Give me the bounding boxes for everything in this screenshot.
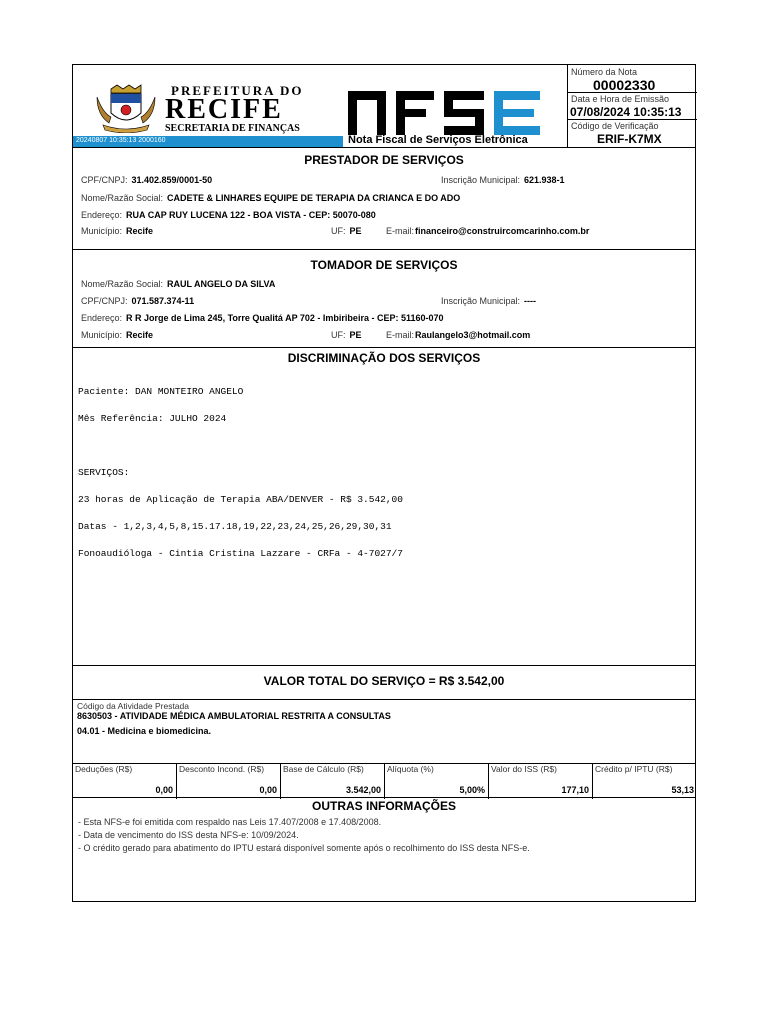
prestador-title: PRESTADOR DE SERVIÇOS [304, 153, 464, 167]
tomador-uf: UF: PE [331, 330, 362, 340]
prestador-inscricao: Inscrição Municipal: 621.938-1 [441, 175, 565, 185]
tomador-inscricao: Inscrição Municipal: ---- [441, 296, 537, 306]
discriminacao-line: SERVIÇOS: [78, 467, 130, 478]
discriminacao-line: Fonoaudióloga - Cintia Cristina Lazzare - CRFa - 4-7027/7 [78, 548, 403, 559]
tomador-endereco: Endereço: R R Jorge de Lima 245, Torre Qualitá AP 702 - Imbiribeira - CEP: 51160-070 [81, 313, 444, 323]
nota-title: Nota Fiscal de Serviços Eletrônica [348, 134, 528, 146]
secretaria-label: SECRETARIA DE FINANÇAS [165, 123, 300, 134]
tributo-deducoes: Deduções (R$) 0,00 [73, 763, 177, 799]
discriminacao-text [78, 369, 403, 576]
prestador-cnpj: CPF/CNPJ: 31.402.859/0001-50 [81, 175, 213, 185]
numero-value: 00002330 [593, 77, 656, 93]
codigo-verificacao-label: Código de Verificação [571, 121, 659, 131]
data-emissao-label: Data e Hora de Emissão [571, 94, 670, 104]
tomador-cpf: CPF/CNPJ: 071.587.374-11 [81, 296, 195, 306]
discriminacao-line [78, 441, 403, 450]
coat-of-arms-icon [93, 83, 159, 133]
numero-label: Número da Nota [571, 67, 638, 77]
city-label: RECIFE [165, 94, 283, 125]
atividade-label: Código da Atividade Prestada [77, 701, 189, 711]
data-emissao-value: 07/08/2024 10:35:13 [570, 105, 682, 119]
tomador-municipio: Município: Recife [81, 330, 154, 340]
discriminacao-title: DISCRIMINAÇÃO DOS SERVIÇOS [287, 351, 481, 365]
valor-total: VALOR TOTAL DO SERVIÇO = R$ 3.542,00 [263, 674, 505, 688]
tributo-base: Base de Cálculo (R$) 3.542,00 [281, 763, 385, 799]
nfse-document [72, 64, 696, 902]
prefeitura-label: PREFEITURA DO [171, 83, 304, 98]
tributo-iss: Valor do ISS (R$) 177,10 [489, 763, 593, 799]
outras-lines [78, 816, 530, 855]
timestamp-code: 20240807 10:35:13 2000160 [76, 137, 166, 144]
discriminacao-line: Datas - 1,2,3,4,5,8,15.17.18,19,22,23,24,25,26,29,30,31 [78, 521, 392, 532]
outras-title: OUTRAS INFORMAÇÕES [312, 799, 456, 813]
codigo-verificacao-value: ERIF-K7MX [597, 132, 662, 146]
tributo-credito-iptu: Crédito p/ IPTU (R$) 53,13 [595, 764, 694, 795]
prestador-endereco: Endereço: RUA CAP RUY LUCENA 122 - BOA VISTA - CEP: 50070-080 [81, 210, 376, 220]
prestador-nome: Nome/Razão Social: CADETE & LINHARES EQUIPE DE TERAPIA DA CRIANCA E DO ADO [81, 193, 461, 203]
tributos-row [73, 763, 697, 799]
tributo-desconto: Desconto Incond. (R$) 0,00 [177, 763, 281, 799]
outras-line: - Esta NFS-e foi emitida com respaldo nas Leis 17.407/2008 e 17.408/2008. [78, 817, 382, 827]
discriminacao-line: Mês Referência: JULHO 2024 [78, 413, 227, 424]
prestador-municipio: Município: Recife [81, 226, 154, 236]
atividade-item: 04.01 - Medicina e biomedicina. [77, 726, 212, 736]
discriminacao-line: 23 horas de Aplicação de Terapia ABA/DENVER - R$ 3.542,00 [78, 494, 403, 505]
outras-line: - Data de vencimento do ISS desta NFS-e: 10/09/2024. [78, 830, 299, 840]
tomador-email: E-mail:Raulangelo3@hotmail.com [386, 330, 531, 340]
nfse-logo [348, 91, 543, 135]
prestador-email: E-mail:financeiro@construircomcarinho.com.br [386, 226, 590, 236]
outras-line: - O crédito gerado para abatimento do IPTU estará disponível somente após o recolhimento do ISS desta NFS-e. [78, 843, 530, 853]
tributo-aliquota: Alíquota (%) 5,00% [385, 763, 489, 799]
tomador-title: TOMADOR DE SERVIÇOS [310, 258, 458, 272]
header [73, 65, 697, 147]
tomador-nome: Nome/Razão Social: RAUL ANGELO DA SILVA [81, 279, 276, 289]
prestador-uf: UF: PE [331, 226, 362, 236]
atividade-codigo: 8630503 - ATIVIDADE MÉDICA AMBULATORIAL RESTRITA A CONSULTAS [77, 711, 391, 721]
discriminacao-line: Paciente: DAN MONTEIRO ANGELO [78, 386, 244, 397]
